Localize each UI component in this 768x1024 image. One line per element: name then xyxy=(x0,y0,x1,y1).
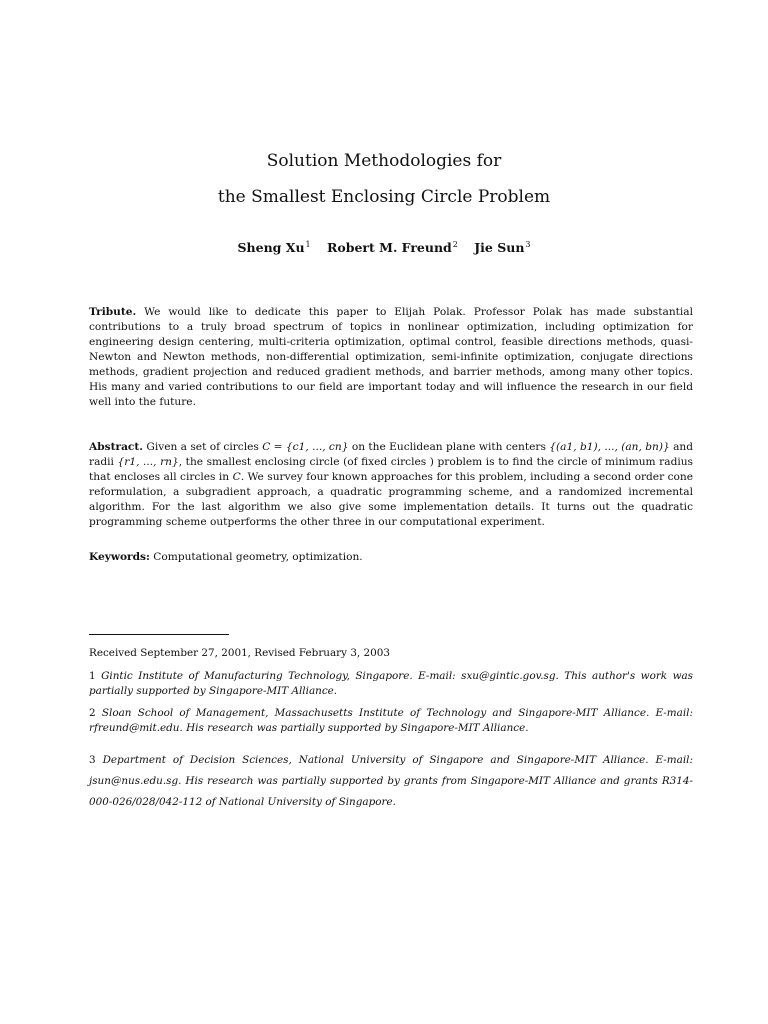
footnote-mark: 2 xyxy=(89,707,96,719)
footnote-text: Department of Decision Sciences, National University of Singapore and Singapore-MIT Alliance. E-mail: jsun@nus.edu.sg. His research was partially supported by grants from Singapore-MIT Alliance and grants R314-000-026/028/042-112 of National University of Singapore. xyxy=(89,754,693,808)
tribute-paragraph xyxy=(89,305,693,410)
author-name: Jie Sun xyxy=(474,240,525,255)
math-circle-set: C = {c1, ..., cn} xyxy=(262,441,349,453)
received-dates: Received September 27, 2001, Revised February 3, 2003 xyxy=(89,647,390,659)
keywords-line xyxy=(89,550,693,565)
author-list xyxy=(0,236,768,257)
math-center-set: {(a1, b1), ..., (an, bn)} xyxy=(549,441,670,453)
author-affiliation-mark: 2 xyxy=(452,240,458,249)
keywords-heading: Keywords: xyxy=(89,551,150,563)
author-name: Robert M. Freund xyxy=(327,240,452,255)
abstract-text-4: , the smallest enclosing circle (of fixed circles ) problem is to find the circle of minimum radius that encloses all circles in xyxy=(89,456,693,483)
author-3 xyxy=(474,240,530,255)
footnote-text: Sloan School of Management, Massachusetts Institute of Technology and Singapore-MIT Alliance. E-mail: rfreund@mit.edu. His research was partially supported by Singapore-MIT Alliance. xyxy=(89,707,693,734)
math-radius-set: {r1, ..., rn} xyxy=(117,456,179,468)
paper-title-line-1: Solution Methodologies for xyxy=(266,151,502,171)
math-symbol-c: C xyxy=(232,471,241,483)
author-1 xyxy=(238,240,311,255)
author-affiliation-mark: 1 xyxy=(305,240,311,249)
footnote-mark: 3 xyxy=(89,754,96,766)
abstract-paragraph xyxy=(89,440,693,530)
author-2 xyxy=(327,240,458,255)
tribute-text: We would like to dedicate this paper to Elijah Polak. Professor Polak has made substantial contributions to a truly broad spectrum of topics in nonlinear optimization, including optimization for engineering design centering, multi-criteria optimization, optimal control, feasible directions methods, quasi-Newton and Newton methods, non-differential optimization, semi-infinite optimization, conjugate directions methods, gradient projection and reduced gradient methods, and barrier methods, among many other topics. His many and varied contributions to our field are important today and will influence the research in our field well into the future. xyxy=(89,306,693,408)
footnote-3 xyxy=(89,750,693,813)
abstract-text-2: on the Euclidean plane with centers xyxy=(351,441,546,453)
paper-title-line-2: the Smallest Enclosing Circle Problem xyxy=(217,187,551,207)
abstract-text-5: . We survey four known approaches for this problem, including a second order cone reformulation, a subgradient approach, a quadratic programming scheme, and a randomized incremental algorithm. For the last algorithm we also give some implementation details. It turns out the quadratic programming scheme outperforms the other three in our computational experiment. xyxy=(89,471,693,528)
footnote-2 xyxy=(89,706,693,736)
keywords-text: Computational geometry, optimization. xyxy=(153,551,363,563)
abstract-text-3: and radii xyxy=(89,441,694,468)
footnote-mark: 1 xyxy=(89,670,96,682)
footnote-separator xyxy=(89,634,229,635)
author-affiliation-mark: 3 xyxy=(525,240,531,249)
footnote-1 xyxy=(89,669,693,699)
author-name: Sheng Xu xyxy=(237,240,305,255)
abstract-text-1: Given a set of circles xyxy=(146,441,259,453)
tribute-heading: Tribute. xyxy=(89,306,137,318)
abstract-heading: Abstract. xyxy=(89,441,143,453)
footnote-text: Gintic Institute of Manufacturing Technology, Singapore. E-mail: sxu@gintic.gov.sg. This author's work was partially supported by Singapore-MIT Alliance. xyxy=(89,670,693,697)
